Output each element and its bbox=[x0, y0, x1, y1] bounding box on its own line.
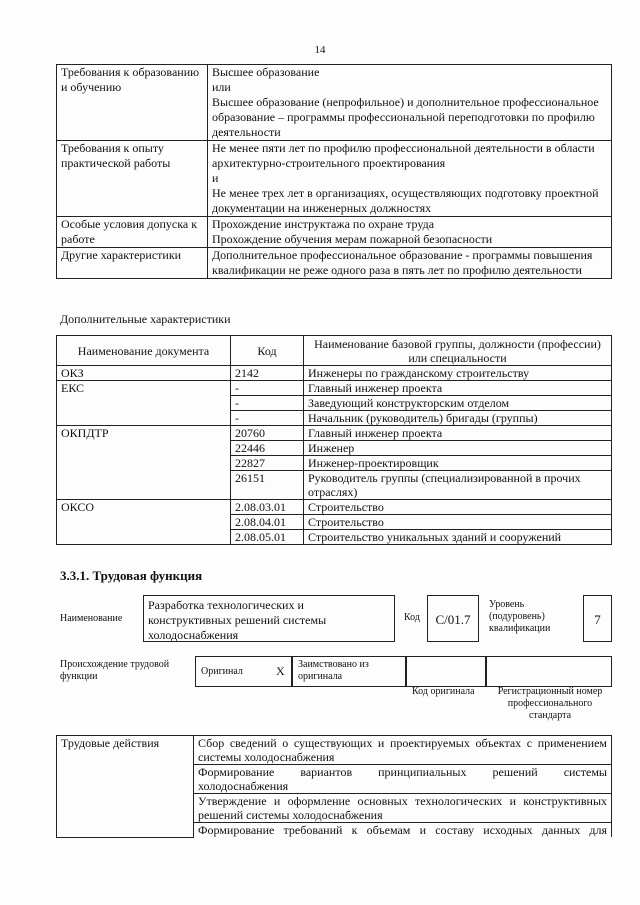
section-heading: 3.3.1. Трудовая функция bbox=[60, 568, 203, 583]
value-line: или bbox=[212, 80, 231, 94]
origin-code-caption: Код оригинала bbox=[412, 686, 475, 697]
origin-label: Происхождение трудовой функции bbox=[60, 659, 170, 682]
name-cell: Инженер-проектировщик bbox=[304, 456, 612, 471]
table-row bbox=[57, 530, 612, 545]
doc-cell-empty bbox=[57, 530, 231, 545]
doc-cell: ЕКС bbox=[57, 381, 231, 396]
action-item: Сбор сведений о существующих и проектируемых объектах с применением системы холодоснабжения bbox=[194, 736, 612, 765]
labor-actions-table bbox=[56, 735, 612, 838]
table-row bbox=[57, 456, 612, 471]
header-cell: Код bbox=[231, 336, 304, 366]
name-cell: Руководитель группы (специализированной в прочих отраслях) bbox=[304, 471, 612, 500]
row-label: Требования к образованию и обучению bbox=[57, 65, 208, 141]
row-label: Другие характеристики bbox=[57, 248, 208, 279]
value-line: Высшее образование (непрофильное) и дополнительное профессиональное образование – программы профессиональной переподготовки по профилю деятельности bbox=[212, 95, 599, 139]
table-row bbox=[57, 248, 612, 279]
row-value bbox=[208, 141, 612, 217]
name-cell: Начальник (руководитель) бригады (группы) bbox=[304, 411, 612, 426]
code-cell: 20760 bbox=[231, 426, 304, 441]
name-cell: Главный инженер проекта bbox=[304, 426, 612, 441]
name-cell: Главный инженер проекта bbox=[304, 381, 612, 396]
reg-number-caption: Регистрационный номер профессионального стандарта bbox=[497, 686, 603, 721]
row-value bbox=[208, 65, 612, 141]
level-label: Уровень (подуровень) квалификации bbox=[489, 599, 551, 634]
code-cell: 22446 bbox=[231, 441, 304, 456]
code-cell: 2.08.03.01 bbox=[231, 500, 304, 515]
value-line: Не менее трех лет в организациях, осуществляющих подготовку проектной документации на инженерных должностях bbox=[212, 186, 599, 215]
table-row bbox=[57, 217, 612, 248]
table-row bbox=[57, 141, 612, 217]
table-row bbox=[57, 471, 612, 500]
doc-cell: ОКСО bbox=[57, 500, 231, 515]
table-row bbox=[57, 426, 612, 441]
name-cell: Инженеры по гражданскому строительству bbox=[304, 366, 612, 381]
code-cell: - bbox=[231, 381, 304, 396]
code-cell: 26151 bbox=[231, 471, 304, 500]
code-cell: - bbox=[231, 411, 304, 426]
function-code-box: C/01.7 bbox=[427, 595, 479, 642]
name-cell: Строительство bbox=[304, 500, 612, 515]
row-value bbox=[208, 217, 612, 248]
row-label: Особые условия допуска к работе bbox=[57, 217, 208, 248]
table-row bbox=[57, 441, 612, 456]
code-cell: - bbox=[231, 396, 304, 411]
code-label: Код bbox=[404, 612, 420, 623]
table-row bbox=[57, 500, 612, 515]
table-row bbox=[57, 366, 612, 381]
level-box: 7 bbox=[583, 595, 612, 642]
name-cell: Строительство bbox=[304, 515, 612, 530]
original-box bbox=[195, 656, 292, 687]
function-name-box: Разработка технологических и конструктивных решений системы холодоснабжения bbox=[143, 595, 395, 642]
action-item: Формирование вариантов принципиальных решений системы холодоснабжения bbox=[194, 765, 612, 794]
code-cell: 2.08.05.01 bbox=[231, 530, 304, 545]
reg-number-box bbox=[486, 656, 612, 687]
value-line: и bbox=[212, 171, 219, 185]
header-cell: Наименование документа bbox=[57, 336, 231, 366]
borrowed-box bbox=[292, 656, 406, 687]
doc-cell: ОКПДТР bbox=[57, 426, 231, 441]
doc-cell-empty bbox=[57, 456, 231, 471]
row-label: Требования к опыту практической работы bbox=[57, 141, 208, 217]
extra-characteristics-title: Дополнительные характеристики bbox=[60, 312, 231, 326]
doc-cell-empty bbox=[57, 441, 231, 456]
original-label: Оригинал bbox=[201, 666, 243, 677]
borrowed-label: Заимствовано из оригинала bbox=[298, 659, 369, 682]
original-mark: X bbox=[276, 664, 285, 678]
row-value bbox=[208, 248, 612, 279]
page-number: 14 bbox=[314, 44, 326, 56]
table-row bbox=[57, 515, 612, 530]
table-row bbox=[57, 381, 612, 396]
doc-cell-empty bbox=[57, 396, 231, 411]
name-cell: Заведующий конструкторским отделом bbox=[304, 396, 612, 411]
table-row bbox=[57, 736, 612, 765]
requirements-table bbox=[56, 64, 612, 279]
code-cell: 22827 bbox=[231, 456, 304, 471]
header-cell: Наименование базовой группы, должности (профессии) или специальности bbox=[304, 336, 612, 366]
table-row bbox=[57, 411, 612, 426]
actions-label: Трудовые действия bbox=[57, 736, 194, 838]
value-line: Прохождение обучения мерам пожарной безопасности bbox=[212, 232, 493, 246]
name-label: Наименование bbox=[60, 613, 123, 624]
origin-code-box bbox=[406, 656, 486, 687]
action-item: Утверждение и оформление основных технологических и конструктивных решений системы холодоснабжения bbox=[194, 794, 612, 823]
action-item: Формирование требований к объемам и составу исходных данных для bbox=[194, 823, 612, 838]
table-header-row bbox=[57, 336, 612, 366]
value-line: Высшее образование bbox=[212, 65, 320, 79]
name-cell: Инженер bbox=[304, 441, 612, 456]
doc-cell-empty bbox=[57, 515, 231, 530]
doc-cell: ОКЗ bbox=[57, 366, 231, 381]
value-line: Не менее пяти лет по профилю профессиональной деятельности в области архитектурно-строительного проектирования bbox=[212, 141, 595, 170]
doc-cell-empty bbox=[57, 411, 231, 426]
value-line: Прохождение инструктажа по охране труда bbox=[212, 217, 435, 231]
doc-cell-empty bbox=[57, 471, 231, 500]
code-cell: 2142 bbox=[231, 366, 304, 381]
code-cell: 2.08.04.01 bbox=[231, 515, 304, 530]
value-line: Дополнительное профессиональное образование - программы повышения квалификации не реже одного раза в пять лет по профилю деятельности bbox=[212, 248, 593, 277]
table-row bbox=[57, 396, 612, 411]
name-cell: Строительство уникальных зданий и сооружений bbox=[304, 530, 612, 545]
extra-characteristics-table bbox=[56, 335, 612, 545]
table-row bbox=[57, 65, 612, 141]
